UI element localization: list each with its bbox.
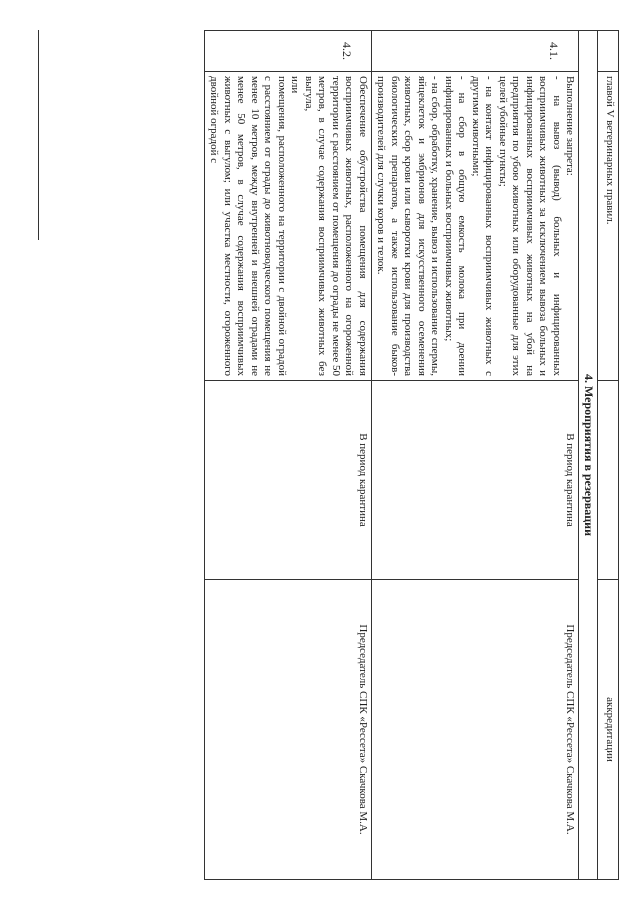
section-title: 4. Мероприятия в резервации (579, 31, 598, 880)
responsible-cell: Председатель СПК «Рессета» Скачкова М.А. (372, 580, 580, 880)
measures-table (204, 30, 619, 880)
row-number: 4.1. (372, 31, 580, 72)
footnote-divider (38, 30, 39, 240)
prev-resp-cell: аккредитации (598, 580, 619, 880)
table-row (598, 31, 619, 880)
row-number: 4.2. (205, 31, 372, 72)
responsible-cell: Председатель СПК «Рессета» Скачкова М.А. (205, 580, 372, 880)
period-cell: В период карантина (205, 381, 372, 580)
action-cell: Обеспечение обустройства помещения для содержания восприимчивых животных, расположенного на огороженной территории с расстоянием от помещения до ограды не менее 50 метров, в случае содержания восприимчивых животных без выгула, или помещения, расположенного на территории с двойной оградой с расстоянием от ограды до животноводческого помещения не менее 10 метров, между внутренней и внешней оградами не менее 50 метров, в случае содержания восприимчивых животных с выгулом; или участка местности, огороженного двойной оградой с (205, 72, 372, 381)
table-row (372, 31, 580, 880)
action-cell: Выполнение запрета: - на вывоз (вывод) больных и инфицированных восприимчивых животных за исключением вывоза больных и инфицированных восприимчивых животных на убой на предприятия по убою животных или оборудованные для этих целей убойные пункты; - на контакт инфицированных восприимчивых животных с другими животными; - на сбор в общую емкость молока при доении инфицированных и больных восприимчивых животных; - на сбор, обработку, хранение, вывоз и использование спермы, яйцеклеток и эмбрионов для искусственного осеменения животных, сбор крови или сыворотки крови для производства биологических препаратов, а также использование быков-производителей для случки коров и телок. (372, 72, 580, 381)
period-cell: В период карантина (372, 381, 580, 580)
prev-action-cell: главой V ветеринарных правил. (598, 72, 619, 381)
table-row (205, 31, 372, 880)
section-header-row (579, 31, 598, 880)
